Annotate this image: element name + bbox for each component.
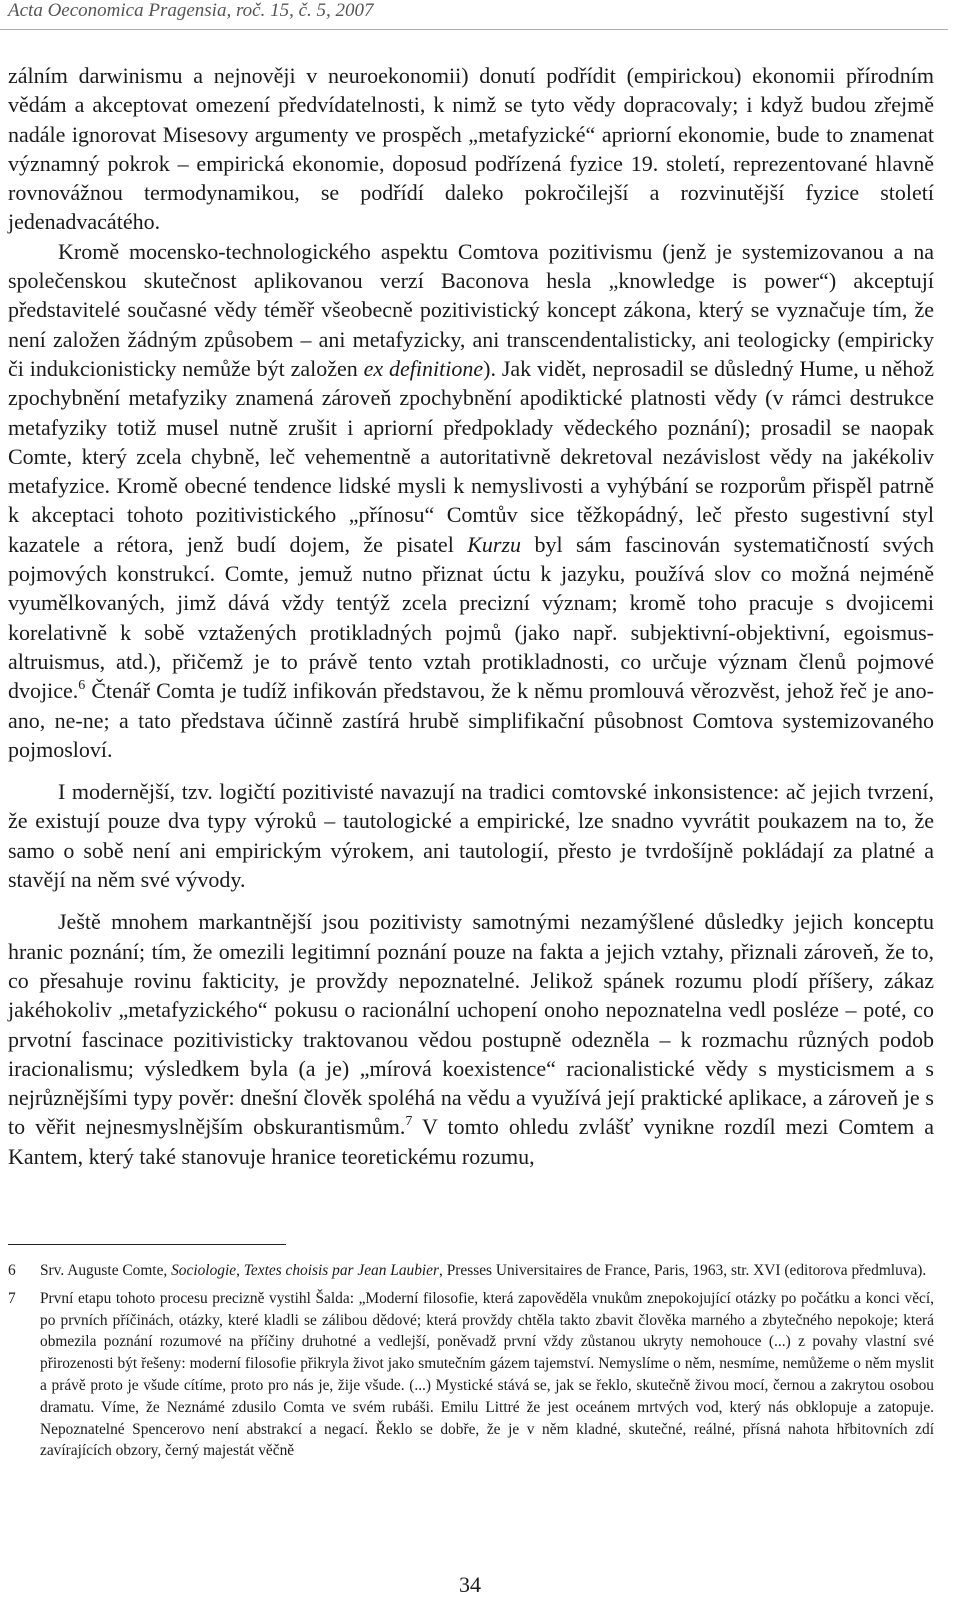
footnote-ref-6[interactable]: 6 xyxy=(78,678,86,694)
paragraph-2-part-b: ). Jak vidět, neprosadil se důsledný Hume, u něhož zpochybnění metafyziky znamená zároveň zpochybnění apodiktické platnosti vědy (v rámci destrukce metafyziky totiž musel nutně zrušit i apriorní předpoklady vědeckého poznání); prosadil se naopak Comte, který zcela chybně, leč vehementně a autoritativně dekretoval nezávislost vědy na jakékoliv metafyzice. Kromě obecné tendence lidské mysli k nemyslivosti a vyhýbání se rozporům přispěl patrně k akceptaci tohoto pozitivistického „přínosu“ Comtův sice těžkopádný, leč přesto sugestivní styl kazatele a rétora, jenž budí dojem, že pisatel xyxy=(8,355,935,557)
footnote-number: 7 xyxy=(8,1289,16,1307)
running-header: Acta Oeconomica Pragensia, roč. 15, č. 5, 2007 xyxy=(8,0,374,21)
footnotes xyxy=(8,1260,934,1468)
footnote-7 xyxy=(8,1288,934,1462)
paragraph-3: I modernější, tzv. logičtí pozitivisté navazují na tradici comtovské inkonsistence: ač jejich tvrzení, že existují pouze dva typy výroků – tautologické a empirické, lze snadno vyvrátit poukazem na to, že samo o sobě není ani empirickým výrokem, ani tautologií, přesto je tvrdošíjně pokládají za platné a stavějí na něm své vývody. xyxy=(8,779,934,893)
footnote-text-part: Srv. Auguste Comte, xyxy=(40,1262,172,1279)
header-rule xyxy=(0,29,948,30)
paragraph-4 xyxy=(8,907,934,1171)
footnote-text-part: , xyxy=(236,1262,244,1279)
footnote-book-title: Sociologie xyxy=(171,1262,237,1279)
paragraph-2-italic-a: ex definitione xyxy=(363,355,484,381)
footnote-book-subtitle: Textes choisis par Jean Laubier xyxy=(243,1262,440,1279)
footnote-6 xyxy=(8,1260,934,1282)
paragraph-2-part-c: byl sám fascinován systematičností svých pojmových konstrukcí. Comte, jemuž nutno přiznat úctu k jazyku, používá slov co možná nejméně vyumělkovaných, jimž dává vždy tentýž zcela precizní význam; kromě toho pracuje s dvojicemi korelativně k sobě vztažených protikladných pojmů (jako např. subjektivní-objektivní, egoismus-altruismus, atd.), přičemž je to právě tento vztah protikladnosti, co určuje význam členů pojmové dvojice. xyxy=(8,531,934,704)
paragraph-2-part-d: Čtenář Comta je tudíž infikován představou, že k němu promlouvá věrozvěst, jehož řeč je ano-ano, ne-ne; a tato představa účinně zastírá hrubě simplifikační působnost Comtova systemizovaného pojmosloví. xyxy=(8,678,934,762)
footnote-text xyxy=(40,1260,934,1282)
footnote-rule xyxy=(8,1244,286,1245)
page-number: 34 xyxy=(459,1572,481,1597)
paragraph-4-part-a: Ještě mnohem markantnější jsou pozitivisty samotnými nezamýšlené důsledky jejich konceptu hranic poznání; tím, že omezili legitimní poznání pouze na fakta a jejich vztahy, přiznali zároveň, že to, co přesahuje rovinu fakticity, je provždy nepoznatelné. Jelikož spánek rozumu plodí příšery, zákaz jakéhokoliv „metafyzického“ pokusu o racionální uchopení onoho nepoznatelna vedl posléze – poté, co prvotní fascinace pozitivisticky traktovanou vědou postupně odezněla – k rozmachu různých podob iracionalismu; výsledkem byla (a je) „mírová koexistence“ racionalistické vědy s mysticismem a s nejrůznějšími typy pověr: dnešní člověk spoléhá na vědu a využívá její praktické aplikace, a zároveň je s to věřit nejnesmyslnějším obskurantismům. xyxy=(8,909,934,1140)
paragraph-4-part-b: V tomto ohledu zvlášť vynikne rozdíl mezi Comtem a Kantem, který také stanovuje hranice teoretickému rozumu, xyxy=(8,1114,934,1169)
paragraph-2-part-a: Kromě mocensko-technologického aspektu Comtova pozitivismu (jenž je systemizovanou a na společenskou skutečnost aplikovanou verzí Baconova hesla „knowledge is power“) akceptují představitelé současné vědy téměř všeobecně pozitivistický koncept zákona, který se vyznačuje tím, že není založen žádným způsobem – ani metafyzicky, ani transcendentalisticky, ani teologicky (empiricky či indukcionisticky nemůže být založen xyxy=(8,238,934,381)
paragraph-2 xyxy=(8,237,934,764)
footnote-ref-7[interactable]: 7 xyxy=(405,1114,413,1130)
paragraph-1: zálním darwinismu a nejnověji v neuroekonomii) donutí podřídit (empirickou) ekonomii přírodním vědám a akceptovat omezení předvídatelnosti, k nimž se tyto vědy dopracovaly; i když budou zřejmě nadále ignorovat Misesovy argumenty ve prospěch „metafyzické“ apriorní ekonomie, bude to znamenat významný pokrok – empirická ekonomie, doposud podřízená fyzice 19. století, reprezentované hlavně rovnovážnou termodynamikou, se podřídí daleko pokročilejší a rozvinutější fyzice století jedenadvacátého. xyxy=(8,63,934,235)
footnote-number: 6 xyxy=(8,1262,16,1279)
footnote-text-part: , Presses Universitaires de France, Paris, 1963, str. XVI (editorova předmluva). xyxy=(439,1262,927,1279)
main-text xyxy=(8,61,934,1171)
paragraph-2-italic-b: Kurzu xyxy=(467,531,522,557)
footnote-text: První etapu tohoto procesu precizně vystihl Šalda: „Moderní filosofie, která zapověděla vnukům znepokojující otázky po počátku a konci věcí, po prvních příčinách, otázky, které kladli se zálibou dědové; která provždy chtěla takto zbavit člověka marného a zbytečného nepokoje; která obmezila poznání rozumové na příčiny druhotné a vedlejší, poněvadž první vždy zůstanou ukryty nemohouce (...) z povahy vlastní své přirozenosti být řešeny: moderní filosofie přikryla život jako smutečním gázem tajemství. Nemyslíme o něm, nesmíme, nemůžeme o něm myslit a právě proto je všude cítíme, proto pro nás je, žije všude. (...) Mystické stává se, jak se řeklo, skutečně živou mocí, černou a zakrytou osobou dramatu. Víme, že Neznámé zdusilo Comta ve svém rubáši. Emilu Littré že jest oceánem mrtvých vod, který nás obklopuje a zatopuje. Nepoznatelné Spencerovo není abstrakcí a negací. Řeklo se dobře, že je v něm kladné, skutečné, reálné, přísná nahota hřbitovních zdí zavírajících obzory, černý majestát věčně xyxy=(40,1289,934,1460)
